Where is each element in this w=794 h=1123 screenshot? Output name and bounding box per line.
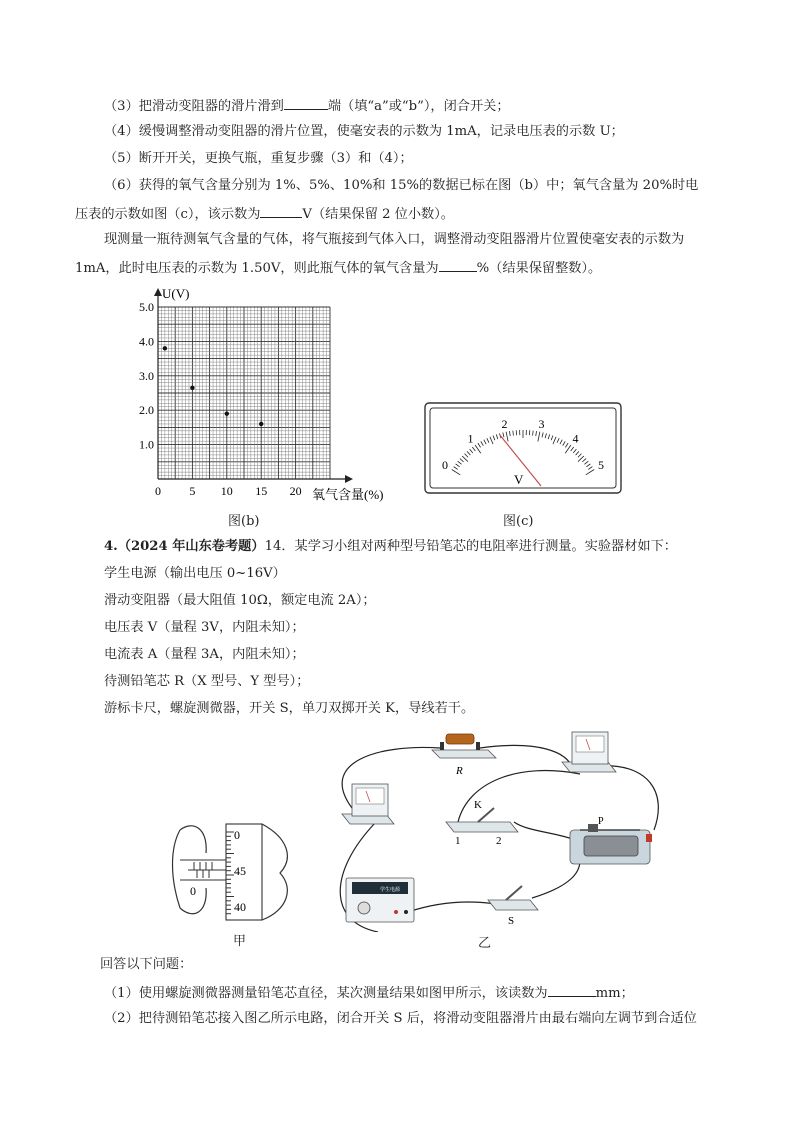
answer-1 [104, 983, 634, 1003]
answer-blank [284, 96, 328, 110]
resistor-label: R [456, 765, 463, 777]
y-tick-label: 3.0 [139, 368, 154, 383]
answer-1-text-after: mm； [595, 986, 634, 1001]
thimble-label-0: 0 [234, 828, 240, 842]
micrometer-caption: 甲 [233, 934, 247, 949]
step-6-text-before: 压表的示数如图（c），该示数为 [75, 207, 261, 222]
q4-header [104, 538, 677, 556]
power-supply-label: 学生电源 [380, 888, 401, 893]
equipment-item: 待测铅笔芯 R（X 型号、Y 型号）； [104, 674, 310, 689]
voltmeter-c [424, 402, 622, 494]
measure-text-after: %（结果保留整数）。 [476, 261, 602, 276]
answer-blank [548, 983, 596, 997]
answer-blank [439, 258, 477, 272]
y-tick-label: 5.0 [139, 300, 154, 314]
step-5: （5）断开开关，更换气瓶，重复步骤（3）和（4）； [104, 151, 413, 166]
switch-terminal-2: 2 [496, 835, 502, 847]
switch-S [488, 886, 538, 910]
step-6-line-1: （6）获得的氧气含量分别为 1%、5%、10%和 15%的数据已标在图（b）中；氧气含量为 20%时电 [104, 178, 699, 193]
step-3-text-before: （3）把滑动变阻器的滑片滑到 [104, 99, 284, 114]
q4-source: 4.（2024 年山东卷考题） [104, 539, 265, 554]
chart-grid [158, 307, 330, 479]
measure-text-before: 1mA，此时电压表的示数为 1.50V，则此瓶气体的氧气含量为 [75, 261, 439, 276]
y-axis-label: U(V) [162, 286, 190, 301]
meter-scale-label: 2 [501, 416, 508, 431]
circuit-caption: 乙 [478, 936, 492, 951]
meter-unit: V [514, 472, 524, 487]
meter-scale-label: 5 [598, 458, 605, 473]
meter-scale-label: 4 [572, 431, 579, 446]
wire [408, 902, 496, 912]
x-tick-label: 10 [220, 484, 233, 498]
micrometer-main-zero: 0 [190, 884, 196, 898]
answer-intro: 回答以下问题： [100, 957, 193, 972]
x-tick-labels [155, 484, 302, 498]
resistor-R [432, 734, 496, 758]
ammeter [562, 732, 616, 772]
meter-scale-label: 3 [538, 416, 545, 431]
meter-scale-label: 1 [467, 431, 474, 446]
thimble-label-45: 45 [234, 864, 246, 878]
y-tick-label: 4.0 [139, 334, 154, 349]
measure-line-2 [75, 258, 601, 278]
measure-line-1: 现测量一瓶待测氧气含量的气体，将气瓶接到气体入口，调整滑动变阻器滑片位置使毫安表的示数为 [104, 232, 685, 247]
data-point [259, 422, 263, 426]
meter-scale-label: 0 [441, 458, 448, 473]
q4-stem: 14．某学习小组对两种型号铅笔芯的电阻率进行测量。实验器材如下： [264, 539, 677, 554]
micrometer-anvil [173, 830, 181, 908]
equipment-item: 游标卡尺，螺旋测微器，开关 S，单刀双掷开关 K，导线若干。 [104, 701, 475, 716]
data-point [163, 346, 167, 350]
circuit-diagram [318, 722, 668, 932]
switch-S-label: S [508, 915, 515, 927]
data-point [225, 411, 229, 415]
y-tick-labels [139, 300, 154, 452]
x-tick-label: 15 [255, 484, 268, 498]
answer-2: （2）把待测铅笔芯接入图乙所示电路，闭合开关 S 后，将滑动变阻器滑片由最右端向左调节到合适位 [104, 1011, 697, 1026]
wire [458, 771, 580, 822]
x-axis-label: 氧气含量(%) [312, 487, 384, 502]
x-tick-label: 20 [289, 484, 302, 498]
micrometer-ratchet [262, 824, 287, 920]
micrometer-diagram [168, 818, 298, 928]
wire [596, 766, 658, 830]
data-point [190, 386, 194, 390]
x-tick-label: 5 [189, 484, 196, 498]
equipment-item: 滑动变阻器（最大阻值 10Ω，额定电流 2A）； [104, 593, 376, 608]
y-tick-label: 1.0 [139, 437, 154, 452]
step-6-line-2 [75, 204, 454, 224]
chart-b [130, 282, 400, 512]
step-3-text-after: 端（填“a”或“b”），闭合开关； [327, 99, 510, 114]
step-3 [104, 96, 510, 116]
micrometer-main-ticks [194, 862, 212, 878]
y-tick-label: 2.0 [139, 403, 154, 418]
switch-K [446, 808, 518, 832]
answer-blank [260, 204, 302, 218]
rheostat [570, 824, 652, 864]
answer-1-text-before: （1）使用螺旋测微器测量铅笔芯直径，某次测量结果如图甲所示，该读数为 [104, 986, 548, 1001]
switch-K-label: K [474, 799, 482, 811]
power-supply [346, 878, 414, 922]
equipment-item: 电流表 A（量程 3A，内阻未知）； [104, 647, 305, 662]
step-6-text-after: V（结果保留 2 位小数）。 [302, 207, 454, 222]
equipment-item: 学生电源（输出电压 0~16V） [104, 566, 286, 581]
x-tick-label: 0 [155, 484, 161, 498]
equipment-item: 电压表 V（量程 3V，内阻未知）； [104, 620, 305, 635]
thimble-label-40: 40 [234, 900, 246, 914]
step-4: （4）缓慢调整滑动变阻器的滑片位置，使毫安表的示数为 1mA，记录电压表的示数 U； [104, 124, 624, 139]
figure-c-caption: 图(c) [503, 514, 534, 529]
switch-terminal-1: 1 [455, 835, 461, 847]
figure-b-caption: 图(b) [228, 514, 260, 529]
rheostat-slider-label: P [598, 816, 604, 827]
